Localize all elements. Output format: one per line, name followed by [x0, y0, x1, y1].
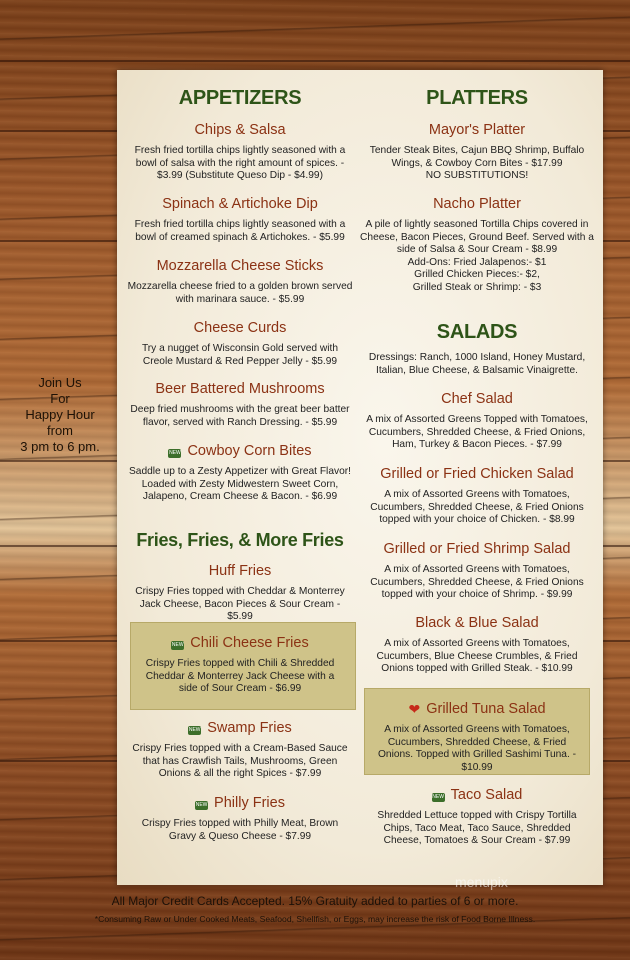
- platters-heading-wrap: [364, 86, 590, 110]
- item-title: Cheese Curds: [193, 320, 287, 336]
- appetizers-heading-wrap: [127, 86, 353, 110]
- item-title: Grilled or Fried Chicken Salad: [380, 466, 574, 482]
- happy-hour-line: 3 pm to 6 pm.: [20, 439, 100, 454]
- watermark: menupix: [455, 874, 508, 890]
- happy-hour-line: Join Us: [38, 375, 82, 390]
- item-description: Crispy Fries topped with Chili & Shredded Cheddar & Monterrey Jack Cheese with a side of Sour Cream - $6.99: [145, 658, 335, 695]
- payment-gratuity-note: All Major Credit Cards Accepted. 15% Gratuity added to parties of 6 or more.: [111, 894, 519, 908]
- menu-item-chips-salsa: [127, 121, 353, 183]
- item-title: Chips & Salsa: [194, 122, 286, 138]
- appetizers-heading: APPETIZERS: [178, 87, 302, 109]
- new-badge-icon: NEW: [432, 794, 444, 800]
- menu-item-cowboy-corn-bites: [127, 442, 353, 504]
- menu-item-cheese-curds: [127, 319, 353, 368]
- item-title: Chili Cheese Fries: [190, 635, 309, 651]
- new-badge-icon: NEW: [169, 450, 181, 456]
- menu-item-chili-cheese-fries: [127, 634, 353, 696]
- item-note: NO SUBSTITUTIONS!: [425, 170, 529, 182]
- item-description: A mix of Assorted Greens with Tomatoes, Cucumbers, Shredded Cheese, & Fried Onions topped with your choice of Chicken. - $8.99: [370, 489, 584, 526]
- menu-item-tuna-salad: [364, 700, 590, 774]
- item-title: Spinach & Artichoke Dip: [162, 196, 318, 212]
- item-title: Grilled or Fried Shrimp Salad: [383, 541, 571, 557]
- item-title: Nacho Platter: [433, 196, 521, 212]
- item-title: Grilled Tuna Salad: [426, 701, 546, 717]
- menu-item-huff-fries: [127, 562, 353, 624]
- item-title: Mozzarella Cheese Sticks: [156, 258, 324, 274]
- happy-hour-line: from: [47, 423, 73, 438]
- item-description: Tender Steak Bites, Cajun BBQ Shrimp, Buffalo Wings, & Cowboy Corn Bites - $17.99: [369, 145, 585, 169]
- new-badge-icon: NEW: [195, 802, 208, 808]
- item-description: Mozzarella cheese fried to a golden brown served with marinara sauce. - $5.99: [127, 281, 353, 305]
- new-badge-icon: NEW: [171, 642, 184, 648]
- item-title: Chef Salad: [441, 391, 513, 407]
- item-description: A mix of Assorted Greens with Tomatoes, Cucumbers, Blue Cheese Crumbles, & Fried Onions topped with Grilled Steak. - $10.99: [376, 638, 578, 675]
- menu-item-mayors-platter: [364, 121, 590, 183]
- item-description: A mix of Assorted Greens with Tomatoes, Cucumbers, Shredded Cheese, & Fried Onions. Topped with Grilled Sashimi Tuna. - $10.99: [378, 724, 576, 773]
- item-title: Cowboy Corn Bites: [187, 443, 312, 459]
- item-description: A mix of Assorted Greens Topped with Tomatoes, Cucumbers, Shredded Cheese, & Fried Onions, Ham, Turkey & Bacon Pieces. - $7.99: [366, 414, 588, 451]
- happy-hour-line: For: [50, 391, 70, 406]
- item-title-row: [127, 442, 353, 460]
- dressings-list: Dressings: Ranch, 1000 Island, Honey Mustard, Italian, Blue Cheese, & Balsamic Vinaigrette.: [368, 352, 586, 376]
- item-title-row: [127, 719, 353, 737]
- item-description: Shredded Lettuce topped with Crispy Tortilla Chips, Taco Meat, Taco Sauce, Shredded Cheese, Tomatoes & Sour Cream - $7.99: [377, 810, 577, 847]
- item-description: Saddle up to a Zesty Appetizer with Great Flavor! Loaded with Zesty Midwestern Sweet Corn, Jalapeno, Cream Cheese & Bacon. - $6.99: [129, 466, 351, 503]
- item-description: Deep fried mushrooms with the great beer batter flavor, served with Ranch Dressing. - $5.99: [130, 404, 350, 428]
- menu-item-black-blue-salad: [364, 614, 590, 676]
- addon-line: Grilled Steak or Shrimp: - $3: [412, 281, 542, 293]
- menu-item-taco-salad: [364, 786, 590, 848]
- item-description: Try a nugget of Wisconsin Gold served with Creole Mustard & Red Pepper Jelly - $5.99: [141, 343, 339, 367]
- menu-item-mozzarella-sticks: [127, 257, 353, 306]
- salad-dressings: [364, 352, 590, 377]
- item-title: Taco Salad: [450, 787, 523, 803]
- item-description: Crispy Fries topped with Cheddar & Monterrey Jack Cheese, Bacon Pieces & Sour Cream - $5.99: [135, 586, 345, 623]
- item-description: Crispy Fries topped with Philly Meat, Brown Gravy & Queso Cheese - $7.99: [141, 818, 339, 842]
- salads-heading: SALADS: [436, 321, 518, 343]
- menu-item-shrimp-salad: [364, 540, 590, 602]
- item-title: Beer Battered Mushrooms: [155, 381, 325, 397]
- menu-item-nacho-platter: [360, 195, 594, 295]
- item-title: Swamp Fries: [207, 720, 292, 736]
- heart-healthy-icon: ❤: [408, 701, 421, 717]
- item-description: A pile of lightly seasoned Tortilla Chips covered in Cheese, Bacon Pieces, Ground Beef. Served with a side of Salsa & Sour Cream - $8.99: [360, 219, 594, 256]
- item-title-row: [364, 700, 590, 718]
- item-description: Crispy Fries topped with a Cream-Based Sauce that has Crawfish Tails, Mushrooms, Green Onions & all the right Spices - $7.99: [132, 743, 348, 780]
- menu-item-chicken-salad: [364, 465, 590, 527]
- item-title-row: [127, 794, 353, 812]
- food-safety-disclaimer: *Consuming Raw or Under Cooked Meats, Seafood, Shellfish, or Eggs, may increase the risk of Food Borne Illness.: [94, 914, 536, 924]
- menu-item-beer-mushrooms: [127, 380, 353, 429]
- item-title: Philly Fries: [214, 795, 285, 811]
- addon-line: Add-Ons: Fried Jalapenos:- $1: [407, 256, 547, 268]
- item-title: Mayor's Platter: [428, 122, 526, 138]
- menu-item-swamp-fries: [127, 719, 353, 781]
- fries-heading: Fries, Fries, & More Fries: [136, 530, 344, 550]
- wood-seam: [0, 60, 630, 62]
- menu-item-spinach-dip: [127, 195, 353, 244]
- addon-line: Grilled Chicken Pieces:- $2,: [414, 269, 540, 281]
- menu-item-chef-salad: [364, 390, 590, 452]
- fries-heading-wrap: [127, 528, 353, 552]
- item-title-row: [127, 634, 353, 652]
- item-title-row: [364, 786, 590, 804]
- happy-hour-note: [8, 375, 112, 455]
- item-description: Fresh fried tortilla chips lightly seasoned with a bowl of salsa with the right amount of spices. - $3.99 (Substitute Queso Dip - $4.99): [134, 145, 346, 182]
- platters-heading: PLATTERS: [426, 87, 528, 109]
- menu-item-philly-fries: [127, 794, 353, 843]
- item-description: A mix of Assorted Greens with Tomatoes, Cucumbers, Shredded Cheese, & Fried Onions topped with your choice of Shrimp. - $9.99: [370, 564, 584, 601]
- new-badge-icon: NEW: [188, 727, 201, 733]
- item-title: Black & Blue Salad: [415, 615, 539, 631]
- item-description: Fresh fried tortilla chips lightly seasoned with a bowl of creamed spinach & Artichokes. - $5.99: [134, 219, 346, 243]
- salads-heading-wrap: [364, 320, 590, 344]
- item-title: Huff Fries: [208, 563, 272, 579]
- happy-hour-line: Happy Hour: [25, 407, 95, 422]
